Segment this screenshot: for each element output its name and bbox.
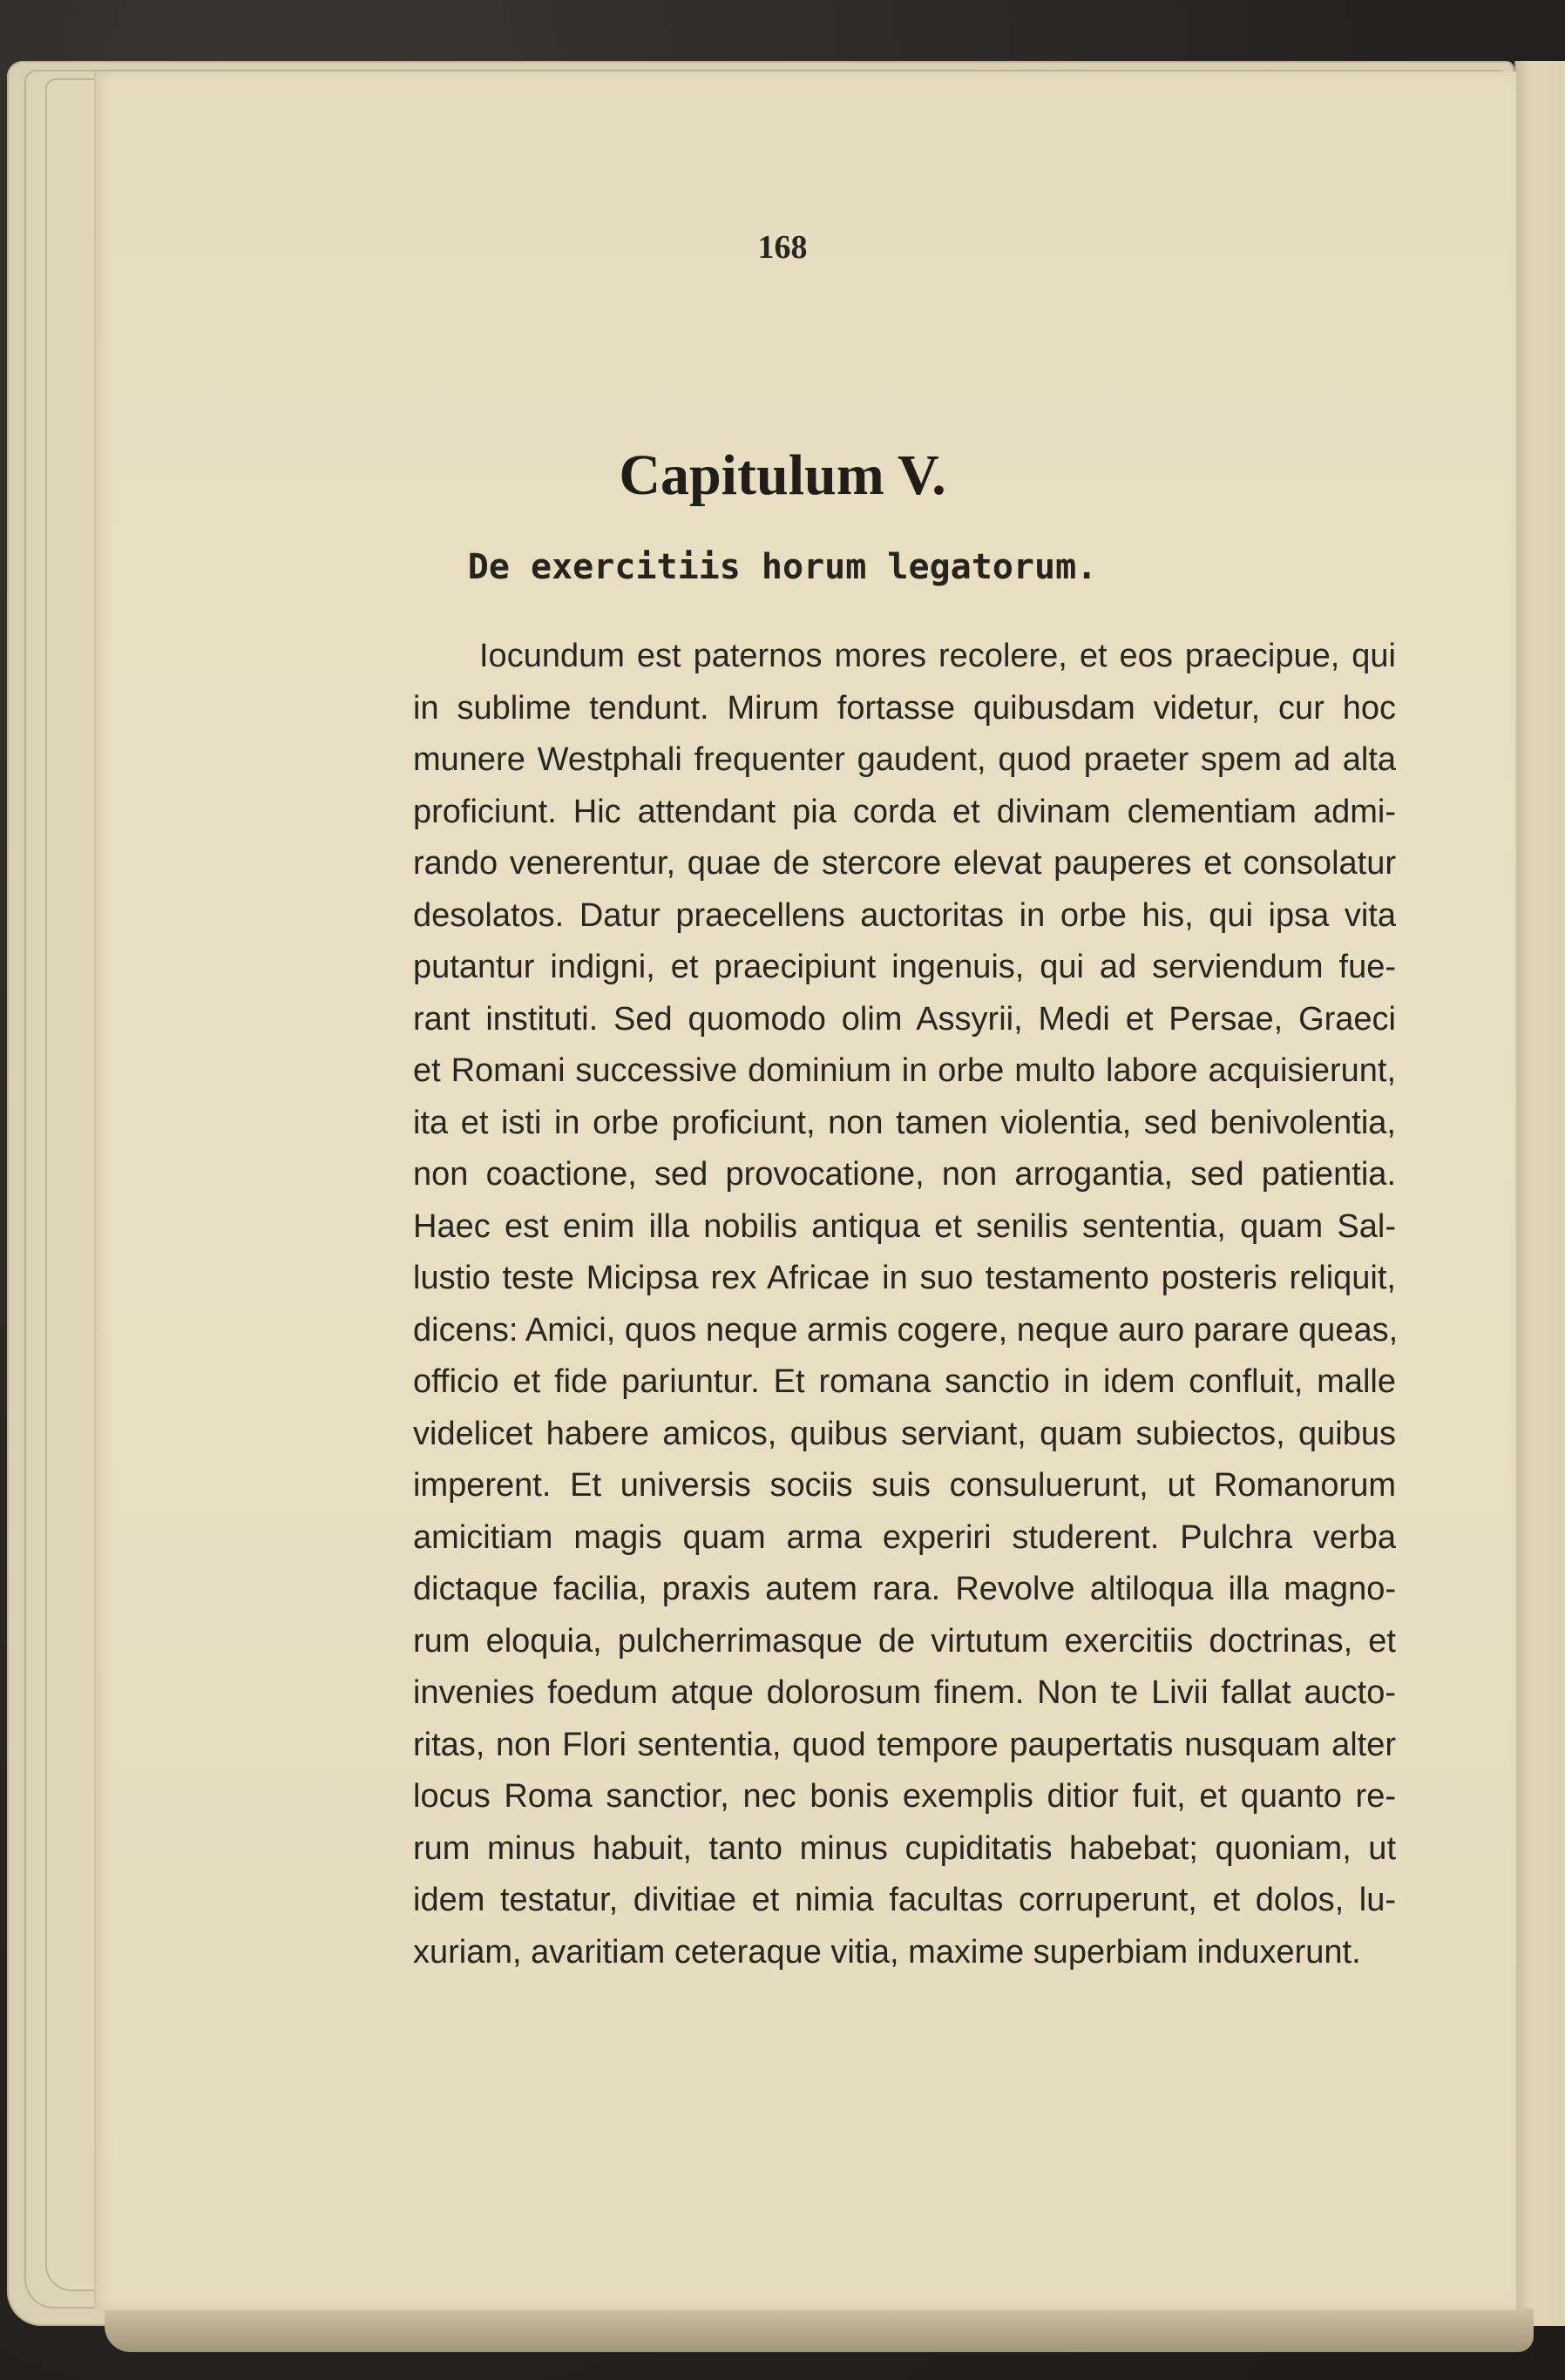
text-line: videlicet habere amicos, quibus serviant, quam subiectos, quibus <box>413 1415 1396 1452</box>
text-line: dictaque facilia, praxis autem rara. Revolve altiloqua illa magno- <box>413 1571 1396 1607</box>
facing-page-edge <box>1514 61 1565 2326</box>
text-line: locus Roma sanctior, nec bonis exemplis ditior fuit, et quanto re- <box>413 1778 1396 1815</box>
text-line: putantur indigni, et praecipiunt ingenuis, qui ad serviendum fue- <box>413 949 1396 985</box>
text-line: rum eloquia, pulcherrimasque de virtutum exercitiis doctrinas, et <box>413 1622 1396 1660</box>
text-line: rant instituti. Sed quomodo olim Assyrii, Medi et Persae, Graeci <box>413 1000 1396 1038</box>
text-line: non coactione, sed provocatione, non arrogantia, sed patientia. <box>413 1156 1396 1193</box>
text-line: Haec est enim illa nobilis antiqua et senilis sententia, quam Sal- <box>413 1207 1396 1245</box>
text-line: amicitiam magis quam arma experiri studerent. Pulchra verba <box>413 1518 1396 1556</box>
text-line: officio et fide pariuntur. Et romana sanctio in idem confluit, malle <box>413 1363 1396 1400</box>
chapter-subtitle: De exercitiis horum legatorum. <box>467 547 1098 587</box>
text-line: imperent. Et universis sociis suis consuluerunt, ut Romanorum <box>413 1467 1396 1504</box>
text-line: idem testatur, divitiae et nimia facultas corruperunt, et dolos, lu- <box>413 1882 1396 1918</box>
chapter-title: Capitulum V. <box>619 443 946 507</box>
page-number: 168 <box>757 229 808 266</box>
body-text <box>413 631 1399 1978</box>
text-line: xuriam, avaritiam ceteraque vitia, maxime superbiam induxerunt. <box>413 1933 1361 1971</box>
text-line: desolatos. Datur praecellens auctoritas in orbe his, qui ipsa vita <box>413 896 1396 934</box>
text-line: munere Westphali frequenter gaudent, quod praeter spem ad alta <box>413 741 1396 778</box>
text-line: ita et isti in orbe proficiunt, non tamen violentia, sed benivolentia, <box>413 1104 1396 1141</box>
text-line: lustio teste Micipsa rex Africae in suo testamento posteris reliquit, <box>413 1260 1396 1296</box>
text-line: invenies foedum atque dolorosum finem. Non te Livii fallat aucto- <box>413 1674 1396 1711</box>
text-line: rum minus habuit, tanto minus cupiditatis habebat; quoniam, ut <box>413 1829 1396 1867</box>
text-line: et Romani successive dominium in orbe multo labore acquisierunt, <box>413 1052 1396 1089</box>
text-line: in sublime tendunt. Mirum fortasse quibusdam videtur, cur hoc <box>413 689 1396 727</box>
text-line: Iocundum est paternos mores recolere, et eos praecipue, qui <box>479 638 1396 674</box>
text-line: dicens: Amici, quos neque armis cogere, neque auro parare queas, <box>413 1311 1399 1349</box>
text-line: rando venerentur, quae de stercore elevat pauperes et consolatur <box>413 845 1396 882</box>
text-line: ritas, non Flori sententia, quod tempore paupertatis nusquam alter <box>413 1726 1396 1763</box>
book-bottom-edge <box>105 2309 1534 2352</box>
text-line: proficiunt. Hic attendant pia corda et divinam clementiam admi- <box>413 793 1396 830</box>
